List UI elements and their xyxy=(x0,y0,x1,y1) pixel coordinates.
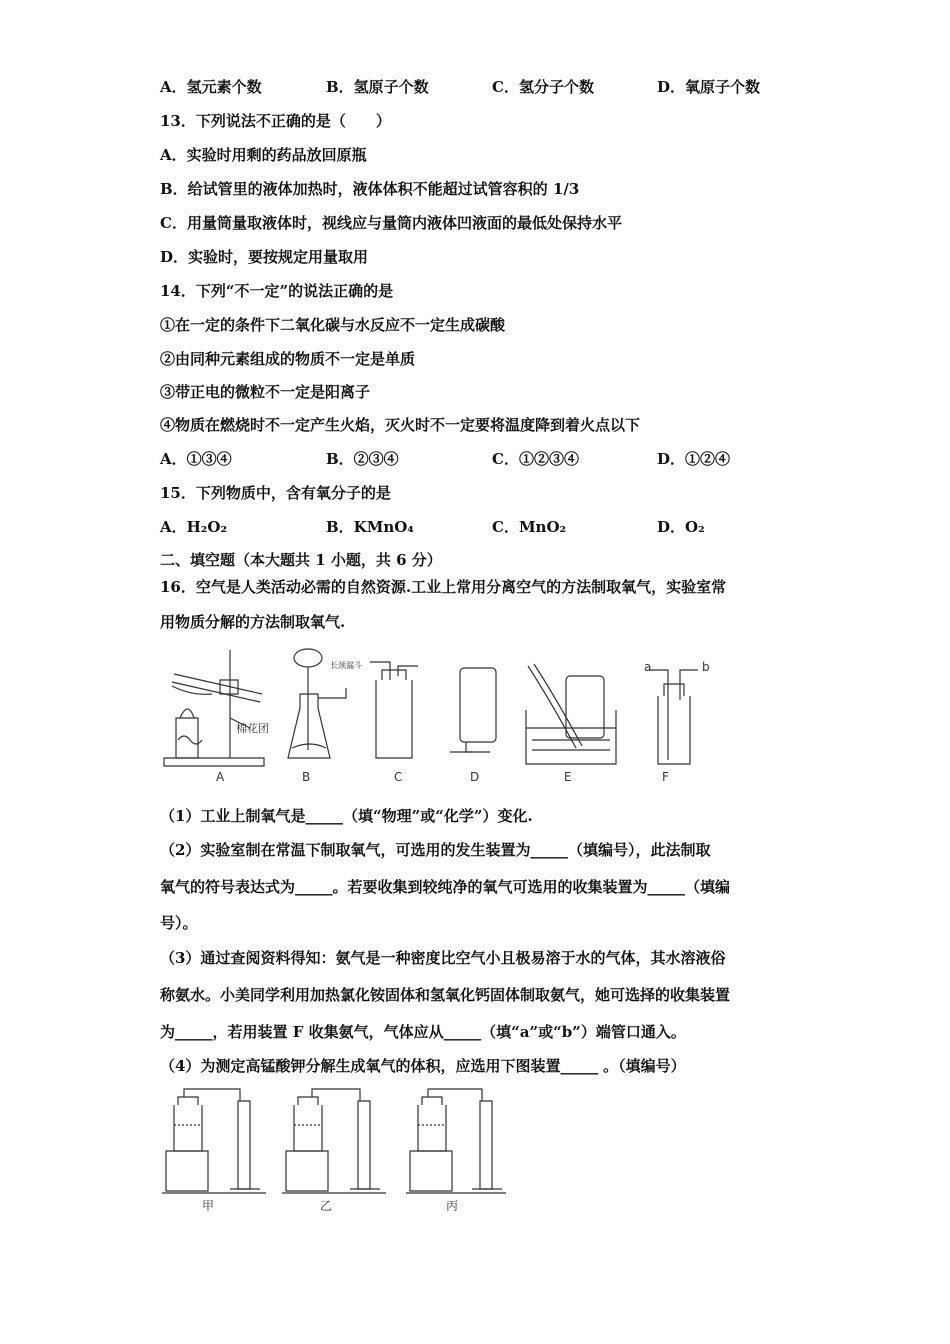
apparatus-f-drawing xyxy=(650,670,698,764)
label-apparatus-b: B xyxy=(302,770,311,784)
q16-sub3-line3: 为_____，若用装置 F 收集氨气，气体应从_____（填“a”或“b”）端管口通入。 xyxy=(160,1023,686,1041)
q14-statement-4: ④物质在燃烧时不一定产生火焰，灭火时不一定要将温度降到着火点以下 xyxy=(160,416,641,434)
q16-sub2-line2: 氧气的符号表达式为_____。若要收集到较纯净的氧气可选用的收集装置为_____（填编 xyxy=(160,878,731,896)
label-bing: 丙 xyxy=(446,1199,459,1213)
label-apparatus-d: D xyxy=(470,770,480,784)
volume-measure-figure xyxy=(160,1085,520,1215)
q13-option-d: D．实验时，要按规定用量取用 xyxy=(160,248,369,266)
apparatus-figure xyxy=(150,640,730,790)
q14-statement-1: ①在一定的条件下二氧化碳与水反应不一定生成碳酸 xyxy=(160,316,506,334)
q15-stem: 15．下列物质中，含有氧分子的是 xyxy=(160,484,391,502)
label-apparatus-c: C xyxy=(394,770,403,784)
q13-option-b: B．给试管里的液体加热时，液体体积不能超过试管容积的 1/3 xyxy=(160,180,580,198)
apparatus-d-drawing xyxy=(450,668,496,752)
q12-option-a: A．氢元素个数 xyxy=(160,78,262,96)
q13-option-c: C．用量筒量取液体时，视线应与量筒内液体凹液面的最低处保持水平 xyxy=(160,214,622,232)
q15-option-b: B．KMnO₄ xyxy=(326,518,414,536)
apparatus-a-drawing xyxy=(164,650,264,766)
q15-option-a: A．H₂O₂ xyxy=(160,518,228,536)
q12-option-d: D．氧原子个数 xyxy=(657,78,761,96)
apparatus-c-drawing xyxy=(370,662,418,758)
section-heading: 二、填空题（本大题共 1 小题，共 6 分） xyxy=(160,551,442,569)
apparatus-e-drawing xyxy=(526,664,616,764)
q16-stem-line1: 16．空气是人类活动必需的自然资源.工业上常用分离空气的方法制取氧气，实验室常 xyxy=(160,578,727,596)
q15-option-d: D．O₂ xyxy=(657,518,705,536)
label-cotton: 棉花团 xyxy=(236,722,269,735)
q13-stem: 13．下列说法不正确的是（ ） xyxy=(160,112,391,130)
q13-option-a: A．实验时用剩的药品放回原瓶 xyxy=(160,146,367,164)
label-apparatus-e: E xyxy=(564,770,572,784)
q16-sub4: （4）为测定高锰酸钾分解生成氧气的体积，应选用下图装置_____ 。（填编号） xyxy=(160,1057,686,1075)
q14-option-b: B．②③④ xyxy=(326,450,399,468)
q14-stem: 14．下列“不一定”的说法正确的是 xyxy=(160,282,394,300)
label-apparatus-a: A xyxy=(216,770,225,784)
q14-option-d: D．①②④ xyxy=(657,450,731,468)
q16-sub1: （1）工业上制氧气是_____（填“物理”或“化学”）变化. xyxy=(160,807,533,825)
label-jia: 甲 xyxy=(202,1199,215,1213)
q16-sub3-line2: 称氨水。小美同学利用加热氯化铵固体和氢氧化钙固体制取氨气，她可选择的收集装置 xyxy=(160,986,731,1004)
q14-option-c: C．①②③④ xyxy=(492,450,579,468)
label-port-b: b xyxy=(702,660,710,674)
setup-yi-drawing xyxy=(282,1089,386,1193)
q16-sub2-line1: （2）实验室制在常温下制取氧气，可选用的发生装置为_____（填编号），此法制取 xyxy=(160,841,711,859)
label-funnel: 长颈漏斗 xyxy=(330,661,362,670)
q12-option-c: C．氢分子个数 xyxy=(492,78,594,96)
q14-option-a: A．①③④ xyxy=(160,450,232,468)
label-yi: 乙 xyxy=(320,1199,333,1213)
q14-statement-3: ③带正电的微粒不一定是阳离子 xyxy=(160,383,371,401)
label-port-a: a xyxy=(644,660,652,674)
q16-stem-line2: 用物质分解的方法制取氧气. xyxy=(160,613,346,631)
q16-sub3-line1: （3）通过查阅资料得知：氨气是一种密度比空气小且极易溶于水的气体，其水溶液俗 xyxy=(160,949,726,967)
q14-statement-2: ②由同种元素组成的物质不一定是单质 xyxy=(160,350,416,368)
setup-jia-drawing xyxy=(162,1089,266,1193)
q16-sub2-line3: 号）。 xyxy=(160,914,198,932)
q15-option-c: C．MnO₂ xyxy=(492,518,567,536)
q12-option-b: B．氢原子个数 xyxy=(326,78,429,96)
setup-bing-drawing xyxy=(406,1089,506,1193)
label-apparatus-f: F xyxy=(662,770,669,784)
